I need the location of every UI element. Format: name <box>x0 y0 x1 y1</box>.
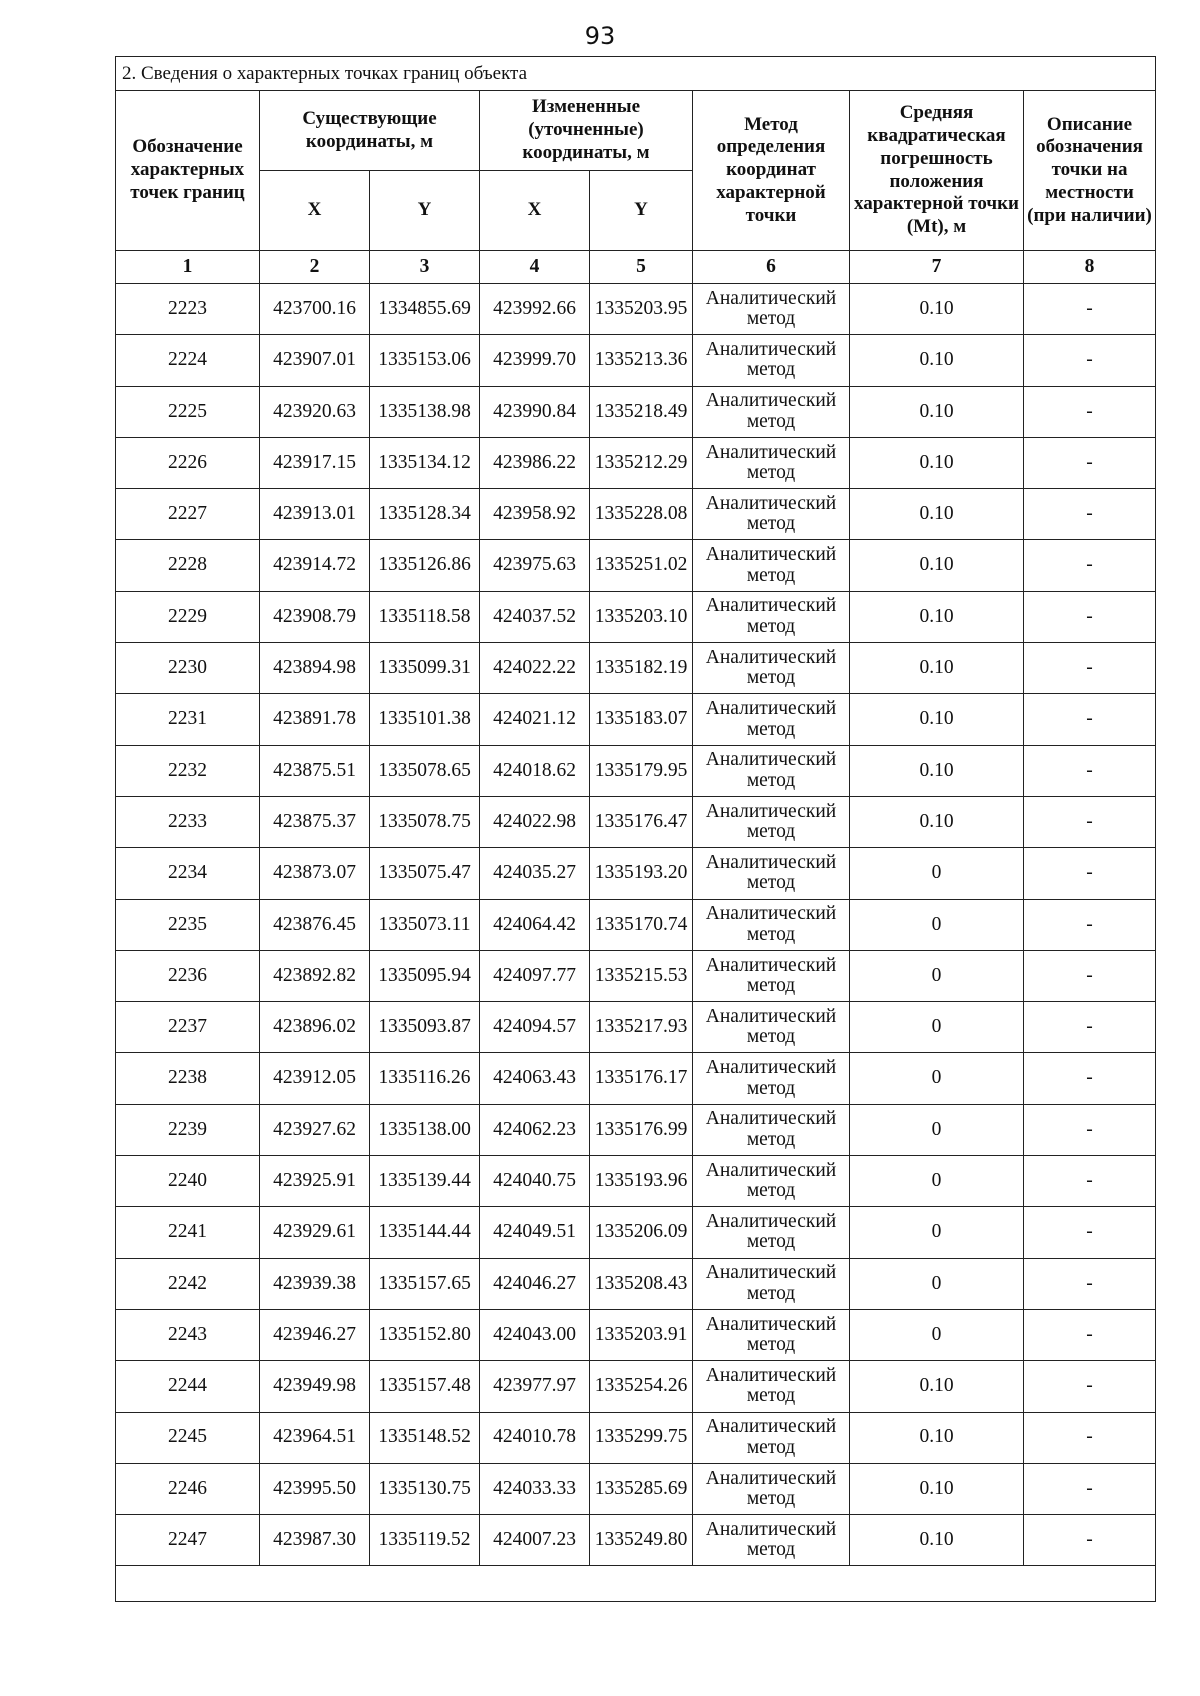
existing-x-cell: 423873.07 <box>260 848 370 899</box>
existing-y-cell: 1335138.98 <box>370 386 480 437</box>
changed-x-cell: 424035.27 <box>480 848 590 899</box>
mean-error-cell: 0 <box>850 1207 1024 1258</box>
description-cell: - <box>1024 796 1156 847</box>
method-line-1: Аналитический <box>705 1057 837 1079</box>
method-line-2: метод <box>746 1026 796 1048</box>
method-line-2: метод <box>746 615 796 637</box>
method-line-2: метод <box>746 718 796 740</box>
existing-x-cell: 423939.38 <box>260 1258 370 1309</box>
changed-y-cell: 1335285.69 <box>590 1463 693 1514</box>
changed-y-cell: 1335213.36 <box>590 335 693 386</box>
existing-x-cell: 423964.51 <box>260 1412 370 1463</box>
table-row <box>116 437 1156 488</box>
method-cell <box>693 1207 850 1258</box>
changed-y-cell: 1335182.19 <box>590 643 693 694</box>
changed-y-cell: 1335203.95 <box>590 284 693 335</box>
changed-y-cell: 1335249.80 <box>590 1515 693 1566</box>
method-line-1: Аналитический <box>705 903 837 925</box>
changed-y-cell: 1335251.02 <box>590 540 693 591</box>
method-cell <box>693 796 850 847</box>
description-cell: - <box>1024 489 1156 540</box>
table-row <box>116 643 1156 694</box>
method-cell <box>693 950 850 1001</box>
method-cell <box>693 1258 850 1309</box>
point-id-cell: 2226 <box>116 437 260 488</box>
existing-y-cell: 1335078.65 <box>370 745 480 796</box>
description-cell: - <box>1024 1361 1156 1412</box>
existing-y-cell: 1335126.86 <box>370 540 480 591</box>
method-cell <box>693 1463 850 1514</box>
existing-x-cell: 423875.51 <box>260 745 370 796</box>
method-cell <box>693 899 850 950</box>
changed-y-cell: 1335176.17 <box>590 1053 693 1104</box>
existing-y-cell: 1335101.38 <box>370 694 480 745</box>
existing-y-cell: 1335075.47 <box>370 848 480 899</box>
changed-x-cell: 423992.66 <box>480 284 590 335</box>
method-line-1: Аналитический <box>705 1159 837 1181</box>
changed-x-cell: 424010.78 <box>480 1412 590 1463</box>
header-description: Описание обозначения точки на местности (при наличии) <box>1024 91 1156 251</box>
description-cell: - <box>1024 1104 1156 1155</box>
method-cell <box>693 591 850 642</box>
changed-x-cell: 423958.92 <box>480 489 590 540</box>
table-row <box>116 1104 1156 1155</box>
method-cell <box>693 1002 850 1053</box>
column-number: 8 <box>1024 251 1156 284</box>
existing-y-cell: 1335078.75 <box>370 796 480 847</box>
method-line-2: метод <box>746 1180 796 1202</box>
changed-x-cell: 423975.63 <box>480 540 590 591</box>
method-line-1: Аналитический <box>705 1005 837 1027</box>
table-row <box>116 1412 1156 1463</box>
existing-y-cell: 1335144.44 <box>370 1207 480 1258</box>
description-cell: - <box>1024 1053 1156 1104</box>
existing-x-cell: 423912.05 <box>260 1053 370 1104</box>
existing-x-cell: 423920.63 <box>260 386 370 437</box>
mean-error-cell: 0.10 <box>850 1361 1024 1412</box>
method-line-1: Аналитический <box>705 1108 837 1130</box>
changed-y-cell: 1335212.29 <box>590 437 693 488</box>
changed-x-cell: 423977.97 <box>480 1361 590 1412</box>
header-mean-error: Средняя квадратическая погрешность положения характерной точки (Mt), м <box>850 91 1024 251</box>
changed-y-cell: 1335203.10 <box>590 591 693 642</box>
description-cell: - <box>1024 899 1156 950</box>
column-number: 4 <box>480 251 590 284</box>
existing-y-cell: 1335157.48 <box>370 1361 480 1412</box>
changed-x-cell: 424094.57 <box>480 1002 590 1053</box>
changed-y-cell: 1335193.96 <box>590 1156 693 1207</box>
point-id-cell: 2235 <box>116 899 260 950</box>
mean-error-cell: 0 <box>850 1309 1024 1360</box>
mean-error-cell: 0.10 <box>850 1515 1024 1566</box>
description-cell: - <box>1024 1258 1156 1309</box>
description-cell: - <box>1024 643 1156 694</box>
method-line-1: Аналитический <box>705 800 837 822</box>
method-line-1: Аналитический <box>705 1262 837 1284</box>
mean-error-cell: 0.10 <box>850 745 1024 796</box>
changed-x-cell: 424040.75 <box>480 1156 590 1207</box>
table-row <box>116 386 1156 437</box>
changed-x-cell: 423990.84 <box>480 386 590 437</box>
description-cell: - <box>1024 1515 1156 1566</box>
existing-x-cell: 423907.01 <box>260 335 370 386</box>
changed-x-cell: 424022.22 <box>480 643 590 694</box>
method-cell <box>693 745 850 796</box>
point-id-cell: 2242 <box>116 1258 260 1309</box>
method-line-2: метод <box>746 462 796 484</box>
method-line-2: метод <box>746 1487 796 1509</box>
method-cell <box>693 386 850 437</box>
existing-x-cell: 423946.27 <box>260 1309 370 1360</box>
changed-x-cell: 424046.27 <box>480 1258 590 1309</box>
method-cell <box>693 335 850 386</box>
mean-error-cell: 0.10 <box>850 1463 1024 1514</box>
method-line-1: Аналитический <box>705 390 837 412</box>
existing-y-cell: 1335153.06 <box>370 335 480 386</box>
changed-x-cell: 424018.62 <box>480 745 590 796</box>
description-cell: - <box>1024 386 1156 437</box>
table-row <box>116 1258 1156 1309</box>
description-cell: - <box>1024 437 1156 488</box>
table-row <box>116 540 1156 591</box>
header-method: Метод определения координат характерной точки <box>693 91 850 251</box>
column-numbers-row <box>116 251 1156 284</box>
existing-y-cell: 1335118.58 <box>370 591 480 642</box>
table-row <box>116 335 1156 386</box>
existing-x-cell: 423949.98 <box>260 1361 370 1412</box>
header-changed-x: X <box>480 171 590 251</box>
existing-x-cell: 423875.37 <box>260 796 370 847</box>
table-row <box>116 1053 1156 1104</box>
mean-error-cell: 0.10 <box>850 540 1024 591</box>
existing-x-cell: 423925.91 <box>260 1156 370 1207</box>
method-line-1: Аналитический <box>705 851 837 873</box>
method-line-2: метод <box>746 410 796 432</box>
point-id-cell: 2224 <box>116 335 260 386</box>
method-line-2: метод <box>746 1385 796 1407</box>
table-row <box>116 1309 1156 1360</box>
description-cell: - <box>1024 848 1156 899</box>
existing-x-cell: 423914.72 <box>260 540 370 591</box>
existing-x-cell: 423892.82 <box>260 950 370 1001</box>
method-line-1: Аналитический <box>705 595 837 617</box>
changed-x-cell: 424043.00 <box>480 1309 590 1360</box>
table-row <box>116 796 1156 847</box>
point-id-cell: 2232 <box>116 745 260 796</box>
changed-x-cell: 424097.77 <box>480 950 590 1001</box>
existing-y-cell: 1335116.26 <box>370 1053 480 1104</box>
existing-y-cell: 1335130.75 <box>370 1463 480 1514</box>
existing-y-cell: 1335099.31 <box>370 643 480 694</box>
point-id-cell: 2238 <box>116 1053 260 1104</box>
changed-x-cell: 424063.43 <box>480 1053 590 1104</box>
table-row <box>116 1515 1156 1566</box>
changed-x-cell: 424037.52 <box>480 591 590 642</box>
point-id-cell: 2223 <box>116 284 260 335</box>
point-id-cell: 2231 <box>116 694 260 745</box>
header-existing-coordinates: Существующие координаты, м <box>260 91 480 171</box>
mean-error-cell: 0.10 <box>850 1412 1024 1463</box>
method-cell <box>693 284 850 335</box>
existing-y-cell: 1334855.69 <box>370 284 480 335</box>
existing-x-cell: 423927.62 <box>260 1104 370 1155</box>
table-row <box>116 745 1156 796</box>
method-cell <box>693 1361 850 1412</box>
method-line-1: Аналитический <box>705 1518 837 1540</box>
changed-y-cell: 1335217.93 <box>590 1002 693 1053</box>
method-cell <box>693 540 850 591</box>
existing-x-cell: 423995.50 <box>260 1463 370 1514</box>
table-row <box>116 1463 1156 1514</box>
method-line-2: метод <box>746 769 796 791</box>
method-cell <box>693 437 850 488</box>
point-id-cell: 2228 <box>116 540 260 591</box>
mean-error-cell: 0.10 <box>850 386 1024 437</box>
method-cell <box>693 643 850 694</box>
method-line-2: метод <box>746 1282 796 1304</box>
method-line-1: Аналитический <box>705 1313 837 1335</box>
existing-y-cell: 1335128.34 <box>370 489 480 540</box>
column-number: 3 <box>370 251 480 284</box>
existing-x-cell: 423894.98 <box>260 643 370 694</box>
column-number: 6 <box>693 251 850 284</box>
point-id-cell: 2244 <box>116 1361 260 1412</box>
method-cell <box>693 489 850 540</box>
table-row <box>116 591 1156 642</box>
description-cell: - <box>1024 540 1156 591</box>
changed-x-cell: 423986.22 <box>480 437 590 488</box>
changed-x-cell: 424022.98 <box>480 796 590 847</box>
method-line-2: метод <box>746 1539 796 1561</box>
changed-y-cell: 1335215.53 <box>590 950 693 1001</box>
mean-error-cell: 0 <box>850 1258 1024 1309</box>
method-line-1: Аналитический <box>705 492 837 514</box>
mean-error-cell: 0 <box>850 848 1024 899</box>
point-id-cell: 2239 <box>116 1104 260 1155</box>
method-line-1: Аналитический <box>705 646 837 668</box>
description-cell: - <box>1024 745 1156 796</box>
description-cell: - <box>1024 694 1156 745</box>
header-designation: Обозначение характерных точек границ <box>116 91 260 251</box>
table-row <box>116 1002 1156 1053</box>
existing-y-cell: 1335073.11 <box>370 899 480 950</box>
point-id-cell: 2233 <box>116 796 260 847</box>
method-line-2: метод <box>746 667 796 689</box>
method-line-1: Аналитический <box>705 749 837 771</box>
method-cell <box>693 1412 850 1463</box>
page-number: 93 <box>584 22 616 50</box>
method-line-1: Аналитический <box>705 1364 837 1386</box>
method-cell <box>693 694 850 745</box>
changed-y-cell: 1335183.07 <box>590 694 693 745</box>
point-id-cell: 2243 <box>116 1309 260 1360</box>
column-number: 5 <box>590 251 693 284</box>
header-existing-x: X <box>260 171 370 251</box>
changed-y-cell: 1335176.99 <box>590 1104 693 1155</box>
method-line-2: метод <box>746 308 796 330</box>
method-line-2: метод <box>746 1231 796 1253</box>
mean-error-cell: 0 <box>850 1002 1024 1053</box>
mean-error-cell: 0 <box>850 950 1024 1001</box>
changed-x-cell: 424049.51 <box>480 1207 590 1258</box>
existing-y-cell: 1335139.44 <box>370 1156 480 1207</box>
mean-error-cell: 0.10 <box>850 437 1024 488</box>
table-row <box>116 694 1156 745</box>
point-id-cell: 2240 <box>116 1156 260 1207</box>
point-id-cell: 2225 <box>116 386 260 437</box>
method-line-2: метод <box>746 1334 796 1356</box>
column-number: 2 <box>260 251 370 284</box>
point-id-cell: 2236 <box>116 950 260 1001</box>
method-line-2: метод <box>746 1077 796 1099</box>
changed-y-cell: 1335218.49 <box>590 386 693 437</box>
method-line-1: Аналитический <box>705 1467 837 1489</box>
boundary-points-table <box>115 56 1156 1602</box>
existing-y-cell: 1335138.00 <box>370 1104 480 1155</box>
changed-x-cell: 424007.23 <box>480 1515 590 1566</box>
changed-y-cell: 1335179.95 <box>590 745 693 796</box>
changed-y-cell: 1335203.91 <box>590 1309 693 1360</box>
method-line-1: Аналитический <box>705 287 837 309</box>
existing-x-cell: 423700.16 <box>260 284 370 335</box>
existing-y-cell: 1335134.12 <box>370 437 480 488</box>
method-line-2: метод <box>746 1436 796 1458</box>
method-cell <box>693 848 850 899</box>
mean-error-cell: 0.10 <box>850 643 1024 694</box>
point-id-cell: 2227 <box>116 489 260 540</box>
method-line-2: метод <box>746 1128 796 1150</box>
section-title: 2. Сведения о характерных точках границ объекта <box>116 57 1156 91</box>
mean-error-cell: 0 <box>850 899 1024 950</box>
point-id-cell: 2245 <box>116 1412 260 1463</box>
method-cell <box>693 1309 850 1360</box>
changed-y-cell: 1335254.26 <box>590 1361 693 1412</box>
description-cell: - <box>1024 284 1156 335</box>
description-cell: - <box>1024 591 1156 642</box>
point-id-cell: 2247 <box>116 1515 260 1566</box>
column-number: 1 <box>116 251 260 284</box>
method-cell <box>693 1053 850 1104</box>
mean-error-cell: 0.10 <box>850 591 1024 642</box>
description-cell: - <box>1024 1309 1156 1360</box>
table-row <box>116 950 1156 1001</box>
header-existing-y: Y <box>370 171 480 251</box>
existing-x-cell: 423913.01 <box>260 489 370 540</box>
table-row <box>116 284 1156 335</box>
existing-y-cell: 1335095.94 <box>370 950 480 1001</box>
changed-x-cell: 424021.12 <box>480 694 590 745</box>
description-cell: - <box>1024 950 1156 1001</box>
method-cell <box>693 1515 850 1566</box>
description-cell: - <box>1024 1002 1156 1053</box>
table-row <box>116 1156 1156 1207</box>
changed-x-cell: 424062.23 <box>480 1104 590 1155</box>
changed-x-cell: 424033.33 <box>480 1463 590 1514</box>
description-cell: - <box>1024 1207 1156 1258</box>
method-cell <box>693 1156 850 1207</box>
point-id-cell: 2234 <box>116 848 260 899</box>
table-row <box>116 848 1156 899</box>
changed-y-cell: 1335299.75 <box>590 1412 693 1463</box>
existing-x-cell: 423987.30 <box>260 1515 370 1566</box>
existing-x-cell: 423876.45 <box>260 899 370 950</box>
existing-x-cell: 423896.02 <box>260 1002 370 1053</box>
mean-error-cell: 0.10 <box>850 489 1024 540</box>
existing-x-cell: 423891.78 <box>260 694 370 745</box>
method-line-2: метод <box>746 975 796 996</box>
existing-y-cell: 1335119.52 <box>370 1515 480 1566</box>
table-row <box>116 1361 1156 1412</box>
method-line-1: Аналитический <box>705 698 837 720</box>
changed-y-cell: 1335193.20 <box>590 848 693 899</box>
column-number: 7 <box>850 251 1024 284</box>
table-row <box>116 1207 1156 1258</box>
point-id-cell: 2241 <box>116 1207 260 1258</box>
point-id-cell: 2230 <box>116 643 260 694</box>
method-line-2: метод <box>746 359 796 381</box>
changed-y-cell: 1335206.09 <box>590 1207 693 1258</box>
method-line-1: Аналитический <box>705 441 837 463</box>
existing-y-cell: 1335148.52 <box>370 1412 480 1463</box>
table-row <box>116 489 1156 540</box>
point-id-cell: 2246 <box>116 1463 260 1514</box>
existing-y-cell: 1335157.65 <box>370 1258 480 1309</box>
existing-y-cell: 1335152.80 <box>370 1309 480 1360</box>
changed-y-cell: 1335170.74 <box>590 899 693 950</box>
description-cell: - <box>1024 335 1156 386</box>
method-line-1: Аналитический <box>705 544 837 566</box>
method-line-2: метод <box>746 564 796 586</box>
empty-footer-row <box>116 1566 1156 1602</box>
changed-x-cell: 424064.42 <box>480 899 590 950</box>
changed-y-cell: 1335228.08 <box>590 489 693 540</box>
method-line-1: Аналитический <box>705 338 837 360</box>
mean-error-cell: 0 <box>850 1156 1024 1207</box>
header-changed-y: Y <box>590 171 693 251</box>
point-id-cell: 2229 <box>116 591 260 642</box>
header-changed-coordinates: Измененные (уточненные) координаты, м <box>480 91 693 171</box>
table-row <box>116 899 1156 950</box>
mean-error-cell: 0.10 <box>850 284 1024 335</box>
mean-error-cell: 0.10 <box>850 694 1024 745</box>
method-line-1: Аналитический <box>705 1211 837 1233</box>
existing-x-cell: 423908.79 <box>260 591 370 642</box>
method-line-2: метод <box>746 872 796 894</box>
point-id-cell: 2237 <box>116 1002 260 1053</box>
description-cell: - <box>1024 1463 1156 1514</box>
method-line-1: Аналитический <box>705 954 837 976</box>
mean-error-cell: 0.10 <box>850 335 1024 386</box>
description-cell: - <box>1024 1412 1156 1463</box>
method-line-2: метод <box>746 923 796 945</box>
mean-error-cell: 0 <box>850 1104 1024 1155</box>
mean-error-cell: 0.10 <box>850 796 1024 847</box>
method-cell <box>693 1104 850 1155</box>
mean-error-cell: 0 <box>850 1053 1024 1104</box>
empty-footer-cell <box>116 1566 1156 1602</box>
existing-x-cell: 423929.61 <box>260 1207 370 1258</box>
changed-x-cell: 423999.70 <box>480 335 590 386</box>
existing-x-cell: 423917.15 <box>260 437 370 488</box>
description-cell: - <box>1024 1156 1156 1207</box>
changed-y-cell: 1335176.47 <box>590 796 693 847</box>
method-line-2: метод <box>746 513 796 535</box>
changed-y-cell: 1335208.43 <box>590 1258 693 1309</box>
existing-y-cell: 1335093.87 <box>370 1002 480 1053</box>
method-line-1: Аналитический <box>705 1416 837 1438</box>
method-line-2: метод <box>746 821 796 843</box>
